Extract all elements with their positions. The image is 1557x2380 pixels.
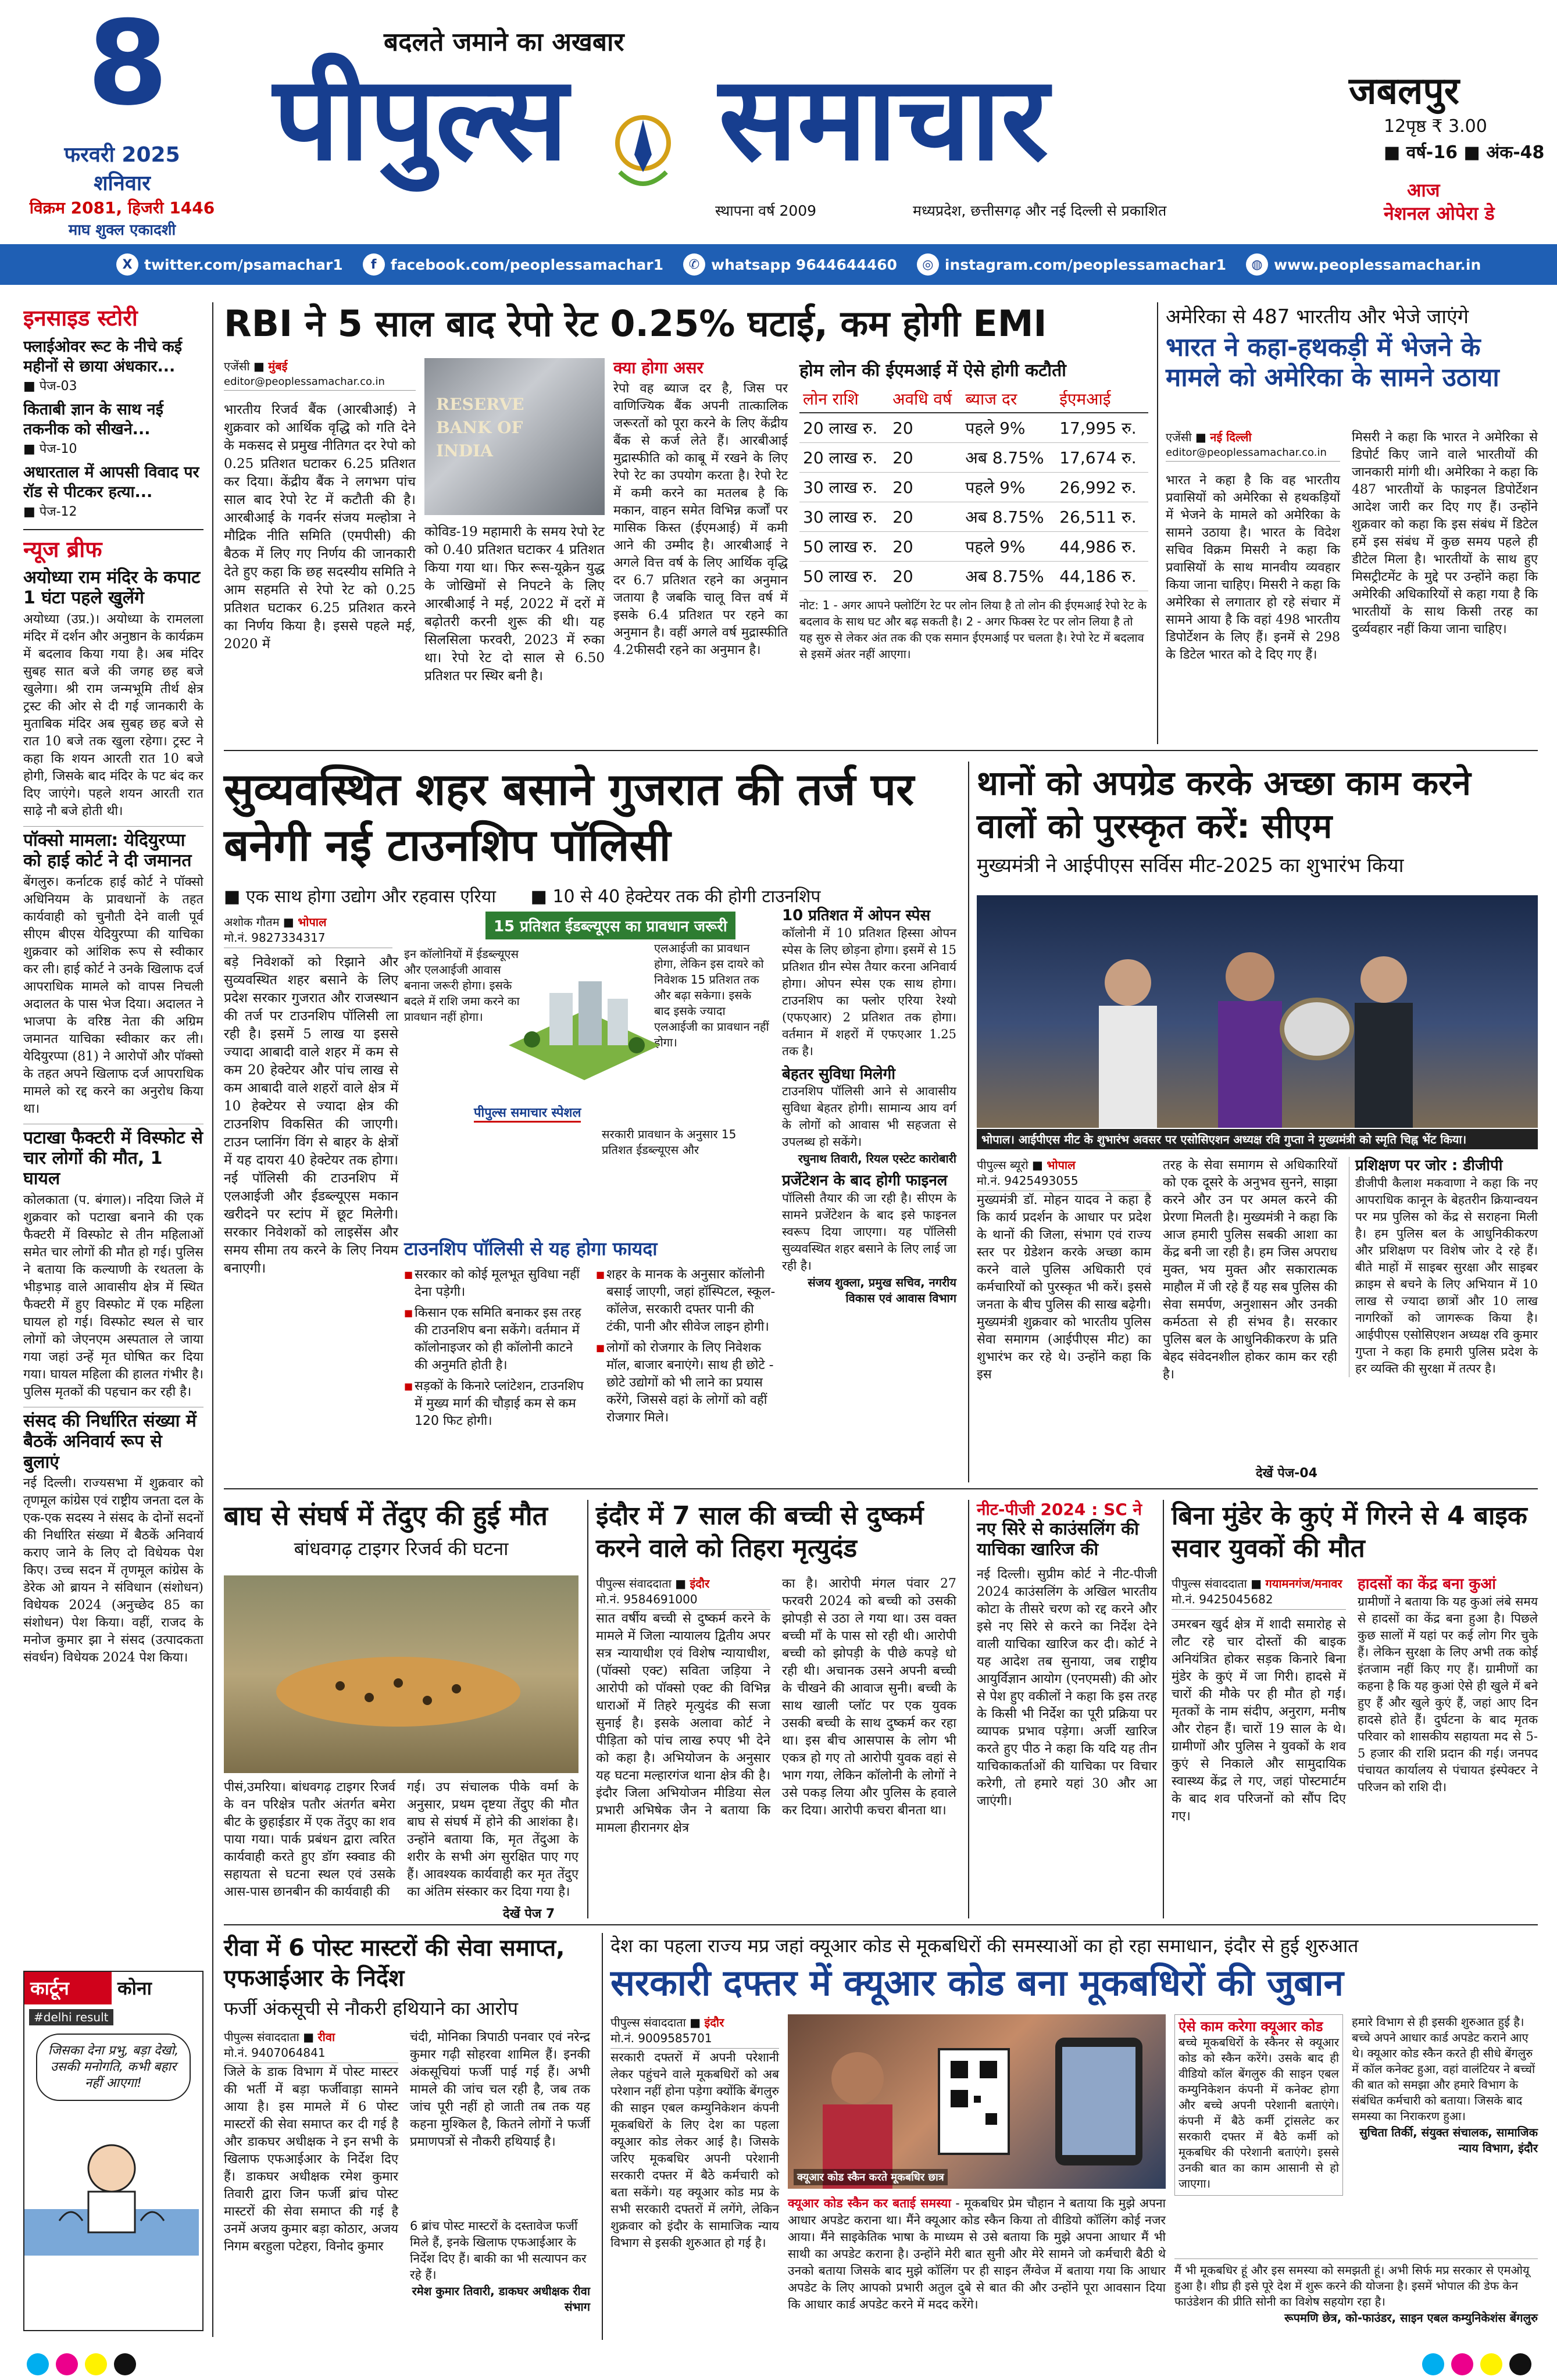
qr-col2: क्यूआर कोड स्कैन कर बताई समस्या - मूकबधिर प्रेम चौहान ने बताया कि मुझे अपना आधार अपडेट कराना था। मैंने क्यूआर कोड स्कैन किया तो वीडियो कॉलिंग कोई नजर आया। मैंने साइकेतिक भाषा के माध्यम से उसे बताया कि मुझे अपना आधार मैं भी साथी का अपडेट कराना है। उन्होंने मेरी बात सुनी और मेरे सामने जो कर्मचारी बैठी थे उनको बताया जिसके बाद मुझे कॉलिंग पर ही साइन लैंग्वेज में बताया गया कि आधार अपडेट के लिए आपको प्रभारी अतुल दुबे से बात की और उन्होंने पूरा आवसान दिया कि आधार कार्ड अपडेट करने में मदद करेंगे।: [788, 2196, 1166, 2311]
township-right-col: [782, 907, 956, 1306]
police-photo-caption: भोपाल। आईपीएस मीट के शुभारंभ अवसर पर एसोसिएशन अध्यक्ष रवि गुप्ता ने मुख्यमंत्री को स्मृति चिह्न भेंट किया।: [977, 1129, 1538, 1149]
table-row: 20 लाख रु. 20 पहले 9% 17,995 रु.: [799, 413, 1148, 443]
postmaster-byline: पीपुल्स संवाददाता ■ रीवा मो.नं. 9407064841: [224, 2029, 398, 2063]
well-story: [1172, 1500, 1538, 1918]
police-subhead: मुख्यमंत्री ने आईपीएस सर्विस मीट-2025 का शुभारंभ किया: [977, 854, 1404, 877]
police-story: [977, 762, 1538, 1482]
cartoon-speech: जिसका देना प्रभु, बड़ा देखो, उसकी मनोगति, कभी बहार नहीं आएगा!: [36, 2034, 191, 2101]
well-col1: उमरबन खुर्द क्षेत्र में शादी समारोह से लौट रहे चार दोस्तों की बाइक अनियंत्रित होकर सड़क किनारे बिना मुंडेर के कुएं में जा गिरी। हादसे में चारों की मौके पर ही मौत हो गई। मृतकों के नाम संदीप, अनुराग, मनीष और रोहन हैं। चारों 19 साल के थे। ग्रामीणों और पुलिस ने युवकों के शव कुएं से निकाले और सामुदायिक स्वास्थ्य केंद्र ले गए, जहां पोस्टमार्टम के बाद शव परिजनों को सौंप दिए गए।: [1172, 1617, 1346, 1824]
rbi-subhead: क्या होगा असर: [613, 358, 703, 377]
column-divider: [1157, 302, 1158, 744]
qr-quote2: मैं भी मूकबधिर हूं और इस समस्या को समझती हूं। अभी सिर्फ मप्र सरकार से एमओयू हुआ है। शीघ्र ही इसे पूरे देश में शुरू करने की योजना है। इसमें भोपाल की डेफ केन फाउंडेशन की प्रीति सोनी का विशेष सहयोग रहा है। रूपमणि छेत्र, को-फाउंडर, साइन एबल कम्युनिकेशंस बेंगलुरु: [1174, 2259, 1538, 2325]
masthead: [0, 0, 1557, 256]
list-item: ■ किसान एक समिति बनाकर इस तरह की टाउनशिप बना सकेंगे। वर्तमान में कॉलोनाइजर को ही कॉलोनी काटने की अनुमति होती है।: [404, 1305, 584, 1374]
facility-quote-by: रघुनाथ तिवारी, रियल एस्टेट कारोबारी: [798, 1152, 956, 1166]
township-col1: बड़े निवेशकों को रिझाने और सुव्यवस्थित शहर बसाने के लिए प्रदेश सरकार गुजरात और राजस्थान की तर्ज पर टाउनशिप पॉलिसी ला रही है। इसमें 5 लाख या इससे ज्यादा आबादी वाले शहर में कम से कम 20 हेक्टेयर और पांच लाख से कम आबादी वाले शहरों वाले क्षेत्र में 10 हेक्टेयर से ज्यादा क्षेत्र की टाउनशिप विकसित की जाएगी। टाउन प्लानिंग विंग से बाहर के क्षेत्रों में यह दायरा 40 हेक्टेयर तक होगा। नई पॉलिसी की टाउनशिप में एलआईजी और ईडब्ल्यूएस मकान खरीदने पर स्टांप में छूट मिलेगी। सरकार निवेशकों को लाइसेंस और समय सीमा तय करने के लिए नियम बनाएगी।: [224, 955, 398, 1276]
facebook-icon: f: [363, 253, 385, 276]
qr-side-head: ऐसे काम करेगा क्यूआर कोड: [1179, 2018, 1323, 2035]
usa-story: [1166, 302, 1538, 744]
whatsapp-icon: ✆: [683, 253, 705, 276]
police-byline: पीपुल्स ब्यूरो ■ भोपाल मो.नं. 9425493055: [977, 1157, 1151, 1191]
inside-item[interactable]: अधारताल में आपसी विवाद पर रॉड से पीटकर हत्या... ■ पेज-12: [23, 463, 199, 519]
indore-col1: सात वर्षीय बच्ची से दुष्कर्म करने के मामले में जिला न्यायालय द्वितीय अपर सत्र न्यायाधीश एवं विशेष न्यायाधीश, (पॉक्सो एक्ट) सविता जड़िया ने आरोपी को पॉक्सो एक्ट की विभिन्न धाराओं में तिहरे मृत्युदंड की सजा सुनाई है। इसके अलावा कोर्ट ने पीड़िता को पांच लाख रुपए भी देने को कहा है। अभियोजन के अनुसार यह घटना मल्हारगंज थाना क्षेत्र की है। इंदौर जिला अभियोजन मीडिया सेल प्रभारी अभिषेक जैन ने बताया कि मामला हीरानगर क्षेत्र: [596, 1611, 770, 1835]
police-see-page: देखें पेज-04: [1256, 1466, 1317, 1481]
rbi-col2: कोविड-19 महामारी के समय रेपो रेट को 0.40 प्रतिशत घटाकर 4 प्रतिशत किया गया था। फिर रूस-यूक्रेन युद्ध के जोखिमों से निपटने के लिए आरबीआई ने मई, 2022 में दरों में बढ़ोतरी करनी शुरू की थी। यह सिलसिला फरवरी, 2023 में रुका था। रेपो रेट दो साल से 6.50 प्रतिशत पर स्थिर बनी है।: [424, 524, 605, 684]
section-divider: [224, 1488, 1538, 1489]
tiger-photo: [224, 1575, 578, 1773]
brief-item: अयोध्या राम मंदिर के कपाट 1 घंटा पहले खुलेंगे अयोध्या (उप्र.)। अयोध्या के रामलला मंदिर में दर्शन और अनुष्ठान के कार्यक्रम में बदलाव किया गया है। अब मंदिर सुबह सात बजे की जगह छह बजे खुलेगा। श्री राम जन्मभूमि तीर्थ क्षेत्र ट्रस्ट की ओर से दी गई जानकारी के मुताबिक मंदिर अब सुबह छह बजे से रात 10 बजे तक खुला रहेगा। ट्रस्ट ने कहा कि शयन आरती रात 10 बजे होगी, जिसके बाद मंदिर के पट बंद कर दिए जाएंगे। पहले शयन आरती रात साढ़े नौ बजे होती थी।: [23, 567, 203, 819]
final-head: प्रजेंटेशन के बाद होगी फाइनल: [782, 1172, 948, 1190]
brief-item: पॉक्सो मामला: येदियुरप्पा को हाई कोर्ट ने दी जमानत बेंगलुरु। कर्नाटक हाई कोर्ट ने पॉक्सो अधिनियम के प्रावधानों के तहत कार्यवाही को चुनौती देने वाली पूर्व सीएम बीएस येदियुरप्पा की याचिका शुक्रवार को आंशिक रूप से स्वीकार कर ली। हाई कोर्ट ने उनके खिलाफ दर्ज आपराधिक मामले को वापस निचली अदालत के पास भेज दिया। अदालत ने भाजपा के वरिष्ठ नेता की अग्रिम जमानत याचिका स्वीकार कर ली। येदियुरप्पा (81) ने आरोपों और पॉक्सो के तहत अपने खिलाफ दर्ज आपराधिक मामले को रद्द करने का अनुरोध किया था।: [23, 826, 203, 1118]
brief-item: पटाखा फैक्टरी में विस्फोट से चार लोगों की मौत, 1 घायल कोलकाता (प. बंगाल)। नदिया जिले में शुक्रवार को पटाखा बनाने की एक फैक्टरी में विस्फोट से तीन महिलाओं समेत चार लोगों की मौत हो गई। पुलिस ने बताया कि कल्याणी के रथतला के भीड़भाड़ वाले आवासीय क्षेत्र में स्थित फैक्टरी में हुए विस्फोट में एक महिला घायल हो गई। विस्फोट स्थल से चार लोगों को जेएनएम अस्पताल ले जाया गया जहां उन्हें मृत घोषित कर दिया गया। घायल महिला की हालत गंभीर है। पुलिस मृतकों की पहचान कर रही है।: [23, 1124, 203, 1401]
table-row: 30 लाख रु. 20 अब 8.75% 26,511 रु.: [799, 502, 1148, 532]
tiger-headline: बाघ से संघर्ष में तेंदुए की हुई मौत: [224, 1500, 548, 1531]
list-item: ■ सड़कों के किनारे प्लांटेशन, टाउनशिप में मुख्य मार्ग की चौड़ाई कम से कम 120 फिट होगी।: [404, 1378, 584, 1430]
well-side-head: हादसों का केंद्र बना कुआं: [1358, 1575, 1496, 1593]
well-headline: बिना मुंडेर के कुएं में गिरने से 4 बाइक सवार युवकों की मौत: [1172, 1501, 1527, 1563]
newspaper-title: पीपुल्स समाचार: [273, 51, 1049, 187]
open-space-body: कॉलोनी में 10 प्रतिशत हिस्सा ओपन स्पेस के लिए छोड़ना होगा। इसमें से 15 प्रतिशत ग्रीन स्पेस तैयार करना अनिवार्य होगा। ओपन स्पेस एक साथ होगा। टाउनशिप का फ्लोर एरिया रेश्यो (एफएआर) 2 प्रतिशत तक होगा। वर्तमान में शहरों में एफएआर 1.25 तक है।: [782, 925, 956, 1058]
neet-body: नई दिल्ली। सुप्रीम कोर्ट ने नीट-पीजी 2024 काउंसलिंग के अखिल भारतीय कोटा के तीसरे चरण को रद्द करने और इसे नए सिरे से करने का निर्देश देने वाली याचिका खारिज कर दी। कोर्ट ने यह आदेश तब सुनाया, जब राष्ट्रीय आयुर्विज्ञान आयोग (एनएमसी) की ओर से पेश हुए वकीलों ने कहा कि इस तरह के किसी भी निर्देश का पूरी प्रक्रिया पर व्यापक प्रभाव पड़ेगा। अर्जी खारिज करते हुए पीठ ने कहा कि यदि यह तीन याचिकाकर्ताओं की याचिका पर विचार करेगी, तो हमारे यहां 30 और आ जाएंगी।: [977, 1567, 1157, 1809]
well-side-body: ग्रामीणों ने बताया कि यह कुआं लंबे समय से हादसों का केंद्र बना हुआ है। पिछले कुछ सालों में यहां पर कई लोग गिर चुके हैं। लेकिन सुरक्षा के लिए अभी तक कोई इंतजाम नहीं किए गए हैं। ग्रामीणों का कहना है कि यह कुआं ऐसे ही खुले में बने हुए हैं और खुले कुएं हैं, जहां आए दिन हादसे होते हैं। दुर्घटना के बाद मृतक परिवार को शासकीय सहायता मद से 5-5 हजार की राशि प्रदान की गई। जनपद पंचायत कार्यालय से पंचायत इंस्पेक्टर ने परिजन को राशि दी।: [1358, 1594, 1538, 1794]
qr-quote1: हमारे विभाग से ही इसकी शुरुआत हुई है। बच्चे अपने आधार कार्ड अपडेट कराने आए थे। क्यूआर कोड स्कैन करते ही सीधे बेंगलुरु में कॉल कनेक्ट हुआ, वहां वालंटियर ने बच्चों की बात को समझा और हमारे विभाग के संबंधित कर्मचारी को बताया। जिसके बाद समस्या का निराकरण हुआ। सुचिता तिर्की, संयुक्त संचालक, सामाजिक न्याय विभाग, इंदौर: [1352, 2015, 1538, 2155]
column-divider: [968, 762, 969, 1482]
police-photo: [977, 895, 1538, 1128]
rbi-col1: भारतीय रिजर्व बैंक (आरबीआई) ने शुक्रवार को आर्थिक वृद्धि को गति देने के मकसद से प्रमुख नीतिगत दर रेपो को 0.25 प्रतिशत घटाकर 6.25 प्रतिशत कर दिया। केंद्रीय बैंक ने लगभग पांच साल बाद रेपो रेट में कटौती की है। आरबीआई के गवर्नर संजय मल्होत्रा ने मौद्रिक नीति समिति (एमपीसी) की बैठक में लिए गए निर्णय की जानकारी देते हुए कहा कि छह सदस्यीय समिति ने आम सहमति से रेपो रेट को 0.25 प्रतिशत घटाकर 6.25 प्रतिशत करने का निर्णय किया है। इससे पहले मई, 2020 में: [224, 402, 416, 652]
qr-side-body: बच्चे मूकबधिरों के स्कैनर से क्यूआर कोड को स्कैन करेंगे। उसके बाद ही वीडियो कॉल बेंगलुरु की साइन एबल कम्युनिकेशन कंपनी में कनेक्ट होगा और बच्चे अपनी परेशानी बताएंगे। कंपनी में बैठे कर्मी ट्रांसलेट कर सरकारी दफ्तर में बैठे कर्मी को मूकबधिर की परेशानी बताएंगे। इससे उनकी बात का काम आसानी से हो जाएगा।: [1179, 2035, 1339, 2191]
table-row: 30 लाख रु. 20 पहले 9% 26,992 रु.: [799, 473, 1148, 502]
usa-byline: एजेंसी ■ नई दिल्ली editor@peoplessamachar.co.in: [1166, 429, 1340, 462]
edition-city: जबलपुर: [1349, 70, 1459, 113]
inside-item[interactable]: फ्लाईओवर रूट के नीचे कई महीनों से छाया अंधकार... ■ पेज-03: [23, 338, 183, 394]
township-headline: सुव्यवस्थित शहर बसाने गुजरात की तर्ज पर बनेगी नई टाउनशिप पॉलिसी: [224, 763, 915, 871]
list-item: ■ सरकार को कोई मूलभूत सुविधा नहीं देना पड़ेगी।: [404, 1266, 584, 1301]
neet-story: [977, 1500, 1157, 1918]
inside-item[interactable]: किताबी ज्ञान के साथ नई तकनीक को सीखने... ■ पेज-10: [23, 401, 163, 456]
qr-headline: सरकारी दफ्तर में क्यूआर कोड बना मूकबधिरों की जुबान: [610, 1961, 1344, 2004]
postmaster-headline: रीवा में 6 पोस्ट मास्टरों की सेवा समाप्त, एफआईआर के निर्देश: [224, 1935, 565, 1992]
emi-col-header: अवधि वर्ष: [889, 385, 962, 413]
postmaster-col2: चंदी, मोनिका त्रिपाठी पनवार एवं नरेन्द्र कुमार गढ़ी सोहरवा शामिल हैं। इनकी अंकसूचियां फर्जी पाई गई हैं। अभी मामले की जांच चल रही है, जब तक जांच पूरी नहीं हो जाती तब तक यह कहना मुश्किल है, कितने लोगों ने फर्जी प्रमाणपत्रों से नौकरी हथियाई है।: [410, 2030, 590, 2149]
instagram-icon: ◎: [917, 253, 939, 276]
police-sidebar: [1349, 1157, 1538, 1377]
township-bullets: ■ एक साथ होगा उद्योग और रहवास एरिया ■ 10 से 40 हेक्टेयर तक की होगी टाउनशिप: [224, 887, 821, 907]
police-headline: थानों को अपग्रेड करके अच्छा काम करने वालों को पुरस्कृत करें: सीएम: [977, 763, 1471, 846]
emi-table: [799, 385, 1148, 591]
township-byline: अशोक गौतम ■ भोपाल मो.नं. 9827334317: [224, 914, 392, 948]
postmaster-story: [224, 1933, 596, 2340]
benefit-box: [404, 1238, 776, 1434]
today-event: नेशनल ओपेरा डे: [1384, 202, 1495, 224]
price: 12पृष्ठ ₹ 3.00: [1384, 116, 1487, 137]
social-bar: [0, 244, 1557, 285]
date-line: फरवरी 2025 शनिवार विक्रम 2081, हिजरी 1446 माघ शुक्ल एकादशी: [29, 143, 215, 239]
column-divider: [1163, 1500, 1164, 1918]
qr-photo-figures: [788, 2014, 1166, 2189]
indore-story: [596, 1500, 962, 1918]
usa-col1: भारत ने कहा है कि वह भारतीय प्रवासियों को अमेरिका से हथकड़ियों में भेजने के मामले को अमेरिका के सामने उठाया है। भारत के विदेश सचिव विक्रम मिसरी ने कहा कि प्रवासियों के साथ मानवीय व्यवहार किया जाना चाहिए। मिसरी ने कहा कि अमेरिका से लगातार हो रहे संचार में सामने आया है कि वहां 498 भारतीय डिपोर्टेशन के लिए हैं। इनमें से 298 के डिटेल भारत को दे दिए गए हैं।: [1166, 473, 1340, 662]
table-row: 20 लाख रु. 20 अब 8.75% 17,674 रु.: [799, 443, 1148, 473]
well-sidebar: [1358, 1575, 1538, 1796]
founded-year: स्थापना वर्ष 2009: [715, 202, 817, 219]
social-facebook[interactable]: f facebook.com/peoplessamachar1: [363, 253, 663, 276]
tiger-col1: पीसं,उमरिया। बांधवगढ़ टाइगर रिजर्व के वन परिक्षेत्र पतौर अंतर्गत बमेरा बीट के छुहाईडार में एक तेंदुए का शव पाया गया। पार्क प्रबंधन द्वारा त्वरित कार्यवाही करते हुए डॉग स्क्वाड की सहायता से घटना स्थल एवं उसके आस-पास छानबीन की कार्यवाही की: [224, 1780, 395, 1899]
globe-icon: ◍: [1246, 253, 1268, 276]
qr-sidebar: [1174, 2014, 1343, 2196]
graphic-left-text: इन कॉलोनियों में ईडब्ल्यूएस और एलआईजी आवास बनाना जरूरी होगा। इसके बदले में राशि जमा करने का प्रावधान नहीं होगा।: [404, 947, 520, 1024]
section-divider: [224, 750, 1538, 751]
tiger-story: [224, 1500, 578, 1921]
social-twitter[interactable]: X twitter.com/psamachar1: [116, 253, 343, 276]
emi-col-header: ईएमआई: [1056, 385, 1148, 413]
qr-story: [610, 1933, 1538, 2340]
table-row: 50 लाख रु. 20 पहले 9% 44,986 रु.: [799, 532, 1148, 562]
qr-byline: पीपुल्स संवाददाता ■ इंदौर मो.नं. 9009585701: [610, 2014, 779, 2049]
rbi-byline: एजेंसी ■ मुंबई editor@peoplessamachar.co.in: [224, 358, 416, 391]
page-number: 8: [87, 0, 169, 131]
emi-table-box: [799, 360, 1148, 662]
facility-body: टाउनशिप पॉलिसी आने से आवासीय सुविधा बेहतर होगी। सामान्य आय वर्ग के लोगों को आवास भी सहजता से उपलब्ध हो सकेंगे।: [782, 1084, 956, 1149]
emi-col-header: ब्याज दर: [962, 385, 1056, 413]
rbi-story: [224, 302, 1148, 744]
emi-note: नोट: 1 - अगर आपने फ्लोटिंग रेट पर लोन लिया है तो लोन की ईएमआई रेपो रेट के बदलाव के साथ घट और बढ़ सकती है। 2 - अगर फिक्स रेट पर लोन लिया है तो यह सुरु से लेकर अंत तक की एक समान ईएमआई पर चलता है। रेपो रेट में बदलाव से इसमें अंतर नहीं आएगा।: [799, 598, 1147, 662]
column-divider: [212, 302, 213, 2337]
social-website[interactable]: ◍ www.peoplessamachar.in: [1246, 253, 1481, 276]
graphic-bottom-text: सरकारी प्रावधान के अनुसार 15 प्रतिशत ईडब्ल्यूएस और: [602, 1127, 737, 1157]
township-story: [224, 762, 959, 1482]
indore-col2: का है। आरोपी मंगल पंवार 27 फरवरी 2024 को बच्ची को उसकी झोपड़ी से उठा ले गया था। उस वक्त बच्ची माँ के पास सो रही थी। आरोपी बच्ची को झोपड़ी के पीछे कपड़े धो रही थी। अचानक उसने अपनी बच्ची के चीखने की आवाज सुनी। बच्ची के साथ खाली प्लॉट पर एक युवक उसकी बच्ची के साथ दुष्कर्म कर रहा था। इस बीच आसपास के लोग भी एकत्र हो गए तो आरोपी युवक वहां से भाग गया, लेकिन कॉलोनी के लोगों ने उसे पकड़ लिया और पुलिस के हवाले कर दिया। आरोपी कचरा बीनता था।: [782, 1577, 956, 1818]
qr-photo: [788, 2014, 1166, 2189]
cartoon-title: कार्टून: [24, 1972, 112, 2004]
tagline: बदलते जमाने का अखबार: [384, 27, 624, 57]
usa-col2: मिसरी ने कहा कि भारत ने अमेरिका से डिपोर्ट किए जाने वाले भारतीयों की जानकारी मांगी थी। अमेरिका ने कहा कि 487 भारतीयों के फाइनल डिपोर्टेशन आदेश जारी कर दिए गए हैं। उन्होंने शुक्रवार को कहा कि इस संबंध में डिटेल हमें इस संबंध में कुछ समय पहले ही डीटेल मिला है। भारतीयों के साथ हुए मिसट्रीटमेंट के मुद्दे पर उन्होंने कहा कि अमेरिकी अधिकारियों से कहा गया है कि भारतीयों के साथ किसी तरह का दुर्व्यवहार नहीं किया जाना चाहिए।: [1352, 430, 1538, 637]
column-divider: [602, 1933, 603, 2340]
police-col2: तरह के सेवा समागम से अधिकारियों को एक दूसरे के अनुभव सुनने, साझा करने और उन पर अमल करने की प्रेरणा मिलती है। मुख्यमंत्री ने कहा कि आज हमारी पुलिस सबकी आशा का केंद्र बनी जा रही है। हम जिस अपराध मुक्त, भय मुक्त और सकारात्मक माहौल में जी रहे हैं यह सब पुलिस की सेवा समर्पण, अनुशासन और उनकी कर्मठता से ही संभव है। सरकार पुलिस बल के आधुनिकीकरण के प्रति बेहद संवेदनशील होकर काम कर रही है।: [1163, 1158, 1337, 1382]
graphic-right-text: एलआईजी का प्रावधान होगा, लेकिन इस दायरे को निवेशक 15 प्रतिशत तक और बढ़ा सकेगा। इसके बाद इसके ज्यादा एलआईजी का प्रावधान नहीं होगा।: [654, 941, 769, 1049]
brief-item: संसद की निर्धारित संख्या में बैठकें अनिवार्य रूप से बुलाएं नई दिल्ली। राज्यसभा में शुक्रवार को तृणमूल कांग्रेस एवं राष्ट्रीय जनता दल के एक-एक सदस्य ने संसद के दोनों सदनों की निर्धारित संख्या में बैठकें अनिवार्य कराए जाने के लिए दो विधेयक पेश किए। उच्च सदन में तृणमूल कांग्रेस के डेरेक ओ ब्रायन ने संविधान (संशोधन) विधेयक 2024 (अनुच्छेद 85 का संशोधन) पेश किया। वहीं, राजद के मनोज कुमार झा ने संसद (उत्पादकता संवर्धन) विधेयक 2024 पेश किया।: [23, 1407, 203, 1667]
column-divider: [968, 1500, 969, 1918]
postmaster-subhead: फर्जी अंकसूची से नौकरी हथियाने का आरोप: [224, 1997, 519, 2020]
special-logo: पीपुल्स समाचार स्पेशल: [474, 1103, 581, 1123]
cartoon-tag: #delhi result: [29, 2009, 113, 2025]
rbi-headline: RBI ने 5 साल बाद रेपो रेट 0.25% घटाई, कम होगी EMI: [224, 302, 1047, 345]
police-col1: मुख्यमंत्री डॉ. मोहन यादव ने कहा है कि कार्य प्रदर्शन के आधार पर प्रदेश के थानों की जिला, संभाग एवं राज्य स्तर पर ग्रेडेशन करके अच्छा काम करने वाले पुलिस अधिकारी एवं कर्मचारियों को पुरस्कृत भी करें। इससे जनता के बीच पुलिस की साख बढ़ेगी। मुख्यमंत्री शुक्रवार को भारतीय पुलिस सेवा समागम (आईपीएस मीट) का शुभारंभ कर रहे थे। उन्होंने कहा कि इस: [977, 1193, 1151, 1382]
police-photo-figures: [977, 895, 1538, 1128]
color-registration-marks: [23, 2353, 140, 2378]
township-graphic: [404, 912, 770, 1173]
indore-byline: पीपुल्स संवाददाता ■ इंदौर मो.नं. 9584691000: [596, 1575, 770, 1610]
cartoon-box: [23, 1971, 203, 2331]
indore-headline: इंदौर में 7 साल की बच्ची से दुष्कर्म करने वाले को तिहरा मृत्युदंड: [596, 1501, 924, 1563]
inside-title: इनसाइड स्टोरी: [23, 305, 138, 331]
social-instagram[interactable]: ◎ instagram.com/peoplessamachar1: [917, 253, 1226, 276]
today-label: आज: [1407, 179, 1440, 201]
volume-issue: ■ वर्ष-16 ■ अंक-48: [1384, 142, 1545, 163]
final-quote-by: संजय शुक्ला, प्रमुख सचिव, नगरीय विकास एवं आवास विभाग: [808, 1275, 956, 1306]
usa-headline: भारत ने कहा-हथकड़ी में भेजने के मामले को अमेरिका के सामने उठाया: [1166, 333, 1499, 392]
brief-title: न्यूज ब्रीफ: [23, 529, 203, 564]
facility-head: बेहतर सुविधा मिलेगी: [782, 1065, 895, 1083]
police-side-head: प्रशिक्षण पर जोर : डीजीपी: [1355, 1157, 1503, 1174]
tiger-subhead: बांधवगढ़ टाइगर रिजर्व की घटना: [294, 1538, 509, 1560]
color-registration-marks: [1419, 2353, 1535, 2378]
well-byline: पीपुल्स संवाददाता ■ गयामनगंज/मनावर मो.नं. 9425045682: [1172, 1575, 1346, 1610]
cartoon-title-right: कोना: [117, 1977, 152, 1999]
open-space-head: 10 प्रतिशत में ओपन स्पेस: [782, 907, 931, 924]
column-divider: [587, 1500, 588, 1918]
table-row: 50 लाख रु. 20 अब 8.75% 44,186 रु.: [799, 562, 1148, 591]
qr-kicker: देश का पहला राज्य मप्र जहां क्यूआर कोड से मूकबधिरों की समस्याओं का हो रहा समाधान, इंदौर से हुई शुरुआत: [610, 1935, 1359, 1957]
rbi-col3: रेपो वह ब्याज दर है, जिस पर वाणिज्यिक बैंक अपनी तात्कालिक जरूरतों को पूरा करने के लिए केंद्रीय बैंक से कर्ज लेते हैं। आरबीआई मुद्रास्फीति को काबू में रखने के लिए रेपो रेट का उपयोग करता है। रेपो रेट में कमी करने का मतलब है कि मकान, वाहन समेत विभिन्न कर्जों पर मासिक किस्त (ईएमआई) में कमी आने की उम्मीद है। आरबीआई ने अगले वित्त वर्ष के लिए आर्थिक वृद्धि दर 6.7 प्रतिशत रहने का अनुमान जताया है जबकि चालू वित्त वर्ष में इसके 6.4 प्रतिशत पर रहने का अनुमान है। वहीं अगले वर्ष मुद्रास्फीति 4.2फीसदी रहने का अनुमान है।: [613, 381, 788, 657]
list-item: ■ लोगों को रोजगार के लिए निवेशक मॉल, बाजार बनाएंगे। साथ ही छोटे - छोटे उद्योगों को भी लाने का प्रयास करेंगे, जिससे वहां के लोगों को वहीं रोजगार मिले।: [596, 1339, 776, 1427]
police-side-body: डीजीपी कैलाश मकवाणा ने कहा कि नए आपराधिक कानून के बेहतरीन क्रियान्वयन पर मप्र पुलिस को केंद्र से सराहना मिली है। हम पुलिस बल के आधुनिकीकरण और प्रशिक्षण पर विशेष जोर दे रहे हैं। बीते माहों में साइबर सुरक्षा और साइबर क्राइम से बचने के लिए अभियान में 10 लाख से ज्यादा छात्रों और 10 लाख नागरिकों को जागरूक किया है। आईपीएस एसोसिएशन अध्यक्ष रवि कुमार गुप्ता ने कहा कि हमारी पुलिस प्रदेश के हर व्यक्ति की सुरक्षा में तत्पर है।: [1355, 1175, 1538, 1375]
emi-table-title: होम लोन की ईएमआई में ऐसे होगी कटौती: [799, 360, 1066, 381]
neet-headline: नए सिरे से काउंसलिंग की याचिका खारिज की: [977, 1519, 1139, 1560]
final-body: पॉलिसी तैयार की जा रही है। सीएम के सामने प्रजेंटेशन के बाद इसे फाइनल स्वरूप दिया जाएगा। यह पॉलिसी सुव्यवस्थित शहर बसाने के लिए लाई जा रही है।: [782, 1191, 956, 1273]
tiger-col2: गई। उप संचालक पीके वर्मा के अनुसार, प्रथम दृष्टया तेंदुए की मौत बाघ से संघर्ष में होने की आशंका है। उन्होंने बताया कि, मृत तेंदुआ के शरीर के सभी अंग सुरक्षित पाए गए हैं। आवश्यक कार्यवाही कर मृत तेंदुए का अंतिम संस्कार कर दिया गया है।: [407, 1780, 578, 1899]
postmaster-quote: 6 ब्रांच पोस्ट मास्टरों के दस्तावेज फर्जी मिले हैं, इनके खिलाफ एफआईआर के निर्देश दिए हैं। बाकी का भी सत्यापन कर रहे हैं। रमेश कुमार तिवारी, डाकघर अधीक्षक रीवा संभाग: [410, 2219, 590, 2314]
postmaster-col1: जिले के डाक विभाग में पोस्ट मास्टर की भर्ती में बड़ा फर्जीवाड़ा सामने आया है। इस मामले में 6 पोस्ट मास्टरों की सेवा समाप्त कर दी गई है और डाकघर अधीक्षक ने इन सभी के खिलाफ एफआईआर के निर्देश दिए हैं। डाकघर अधीक्षक रमेश कुमार तिवारी द्वारा जिन फर्जी ब्रांच पोस्ट मास्टरों की सेवा समाप्त की गई है उनमें अजय कुमार बड़ा कोठार, अजय निगम बरहुला पटेहरा, विनोद कुमार: [224, 2065, 398, 2254]
township-illustration: [503, 958, 666, 1086]
list-item: ■ शहर के मानक के अनुसार कॉलोनी बसाई जाएगी, जहां हॉस्पिटल, स्कूल-कॉलेज, सरकारी दफ्तर पानी की टंकी, पानी और सीवेज लाइन होगी।: [596, 1266, 776, 1336]
section-divider: [224, 1924, 1538, 1925]
publication-info: मध्यप्रदेश, छत्तीसगढ़ और नई दिल्ली से प्रकाशित: [913, 202, 1167, 219]
usa-kicker: अमेरिका से 487 भारतीय और भेजे जाएंगे: [1166, 305, 1469, 328]
social-whatsapp[interactable]: ✆ whatsapp 9644644460: [683, 253, 897, 276]
rbi-photo: RESERVE BANK OF INDIA: [424, 358, 605, 515]
pen-logo-icon: [608, 83, 678, 170]
tiger-see-page: देखें पेज 7: [503, 1907, 555, 1921]
cartoon-drawing: [24, 2104, 199, 2256]
x-icon: X: [116, 253, 138, 276]
qr-photo-caption: क्यूआर कोड स्कैन करते मूकबधिर छात्र: [794, 2169, 948, 2185]
qr-col1: सरकारी दफ्तरों में अपनी परेशानी लेकर पहुंचने वाले मूकबधिरों को अब परेशान नहीं होना पड़ेगा क्योंकि बेंगलुरु की साइन एबल कम्युनिकेशन कंपनी मूकबधिरों के लिए देश का पहला क्यूआर कोड लेकर आई है। जिसके जरिए मूकबधिर अपनी परेशानी सरकारी दफ्तर में बैठे कर्मचारी को बता सकेंगे। यह क्यूआर कोड मप्र के सभी सरकारी दफ्तरों में लगेंगे, लेकिन शुक्रवार को इंदौर के सामाजिक न्याय विभाग से इसकी शुरुआत हो गई है।: [610, 2050, 779, 2250]
neet-kicker: नीट-पीजी 2024 : SC ने: [977, 1500, 1142, 1519]
graphic-title: 15 प्रतिशत ईडब्ल्यूएस का प्रावधान जरूरी: [485, 912, 735, 939]
benefit-title: टाउनशिप पॉलिसी से यह होगा फायदा: [404, 1238, 658, 1260]
emi-col-header: लोन राशि: [799, 385, 889, 413]
leopard-figure: [224, 1575, 578, 1773]
